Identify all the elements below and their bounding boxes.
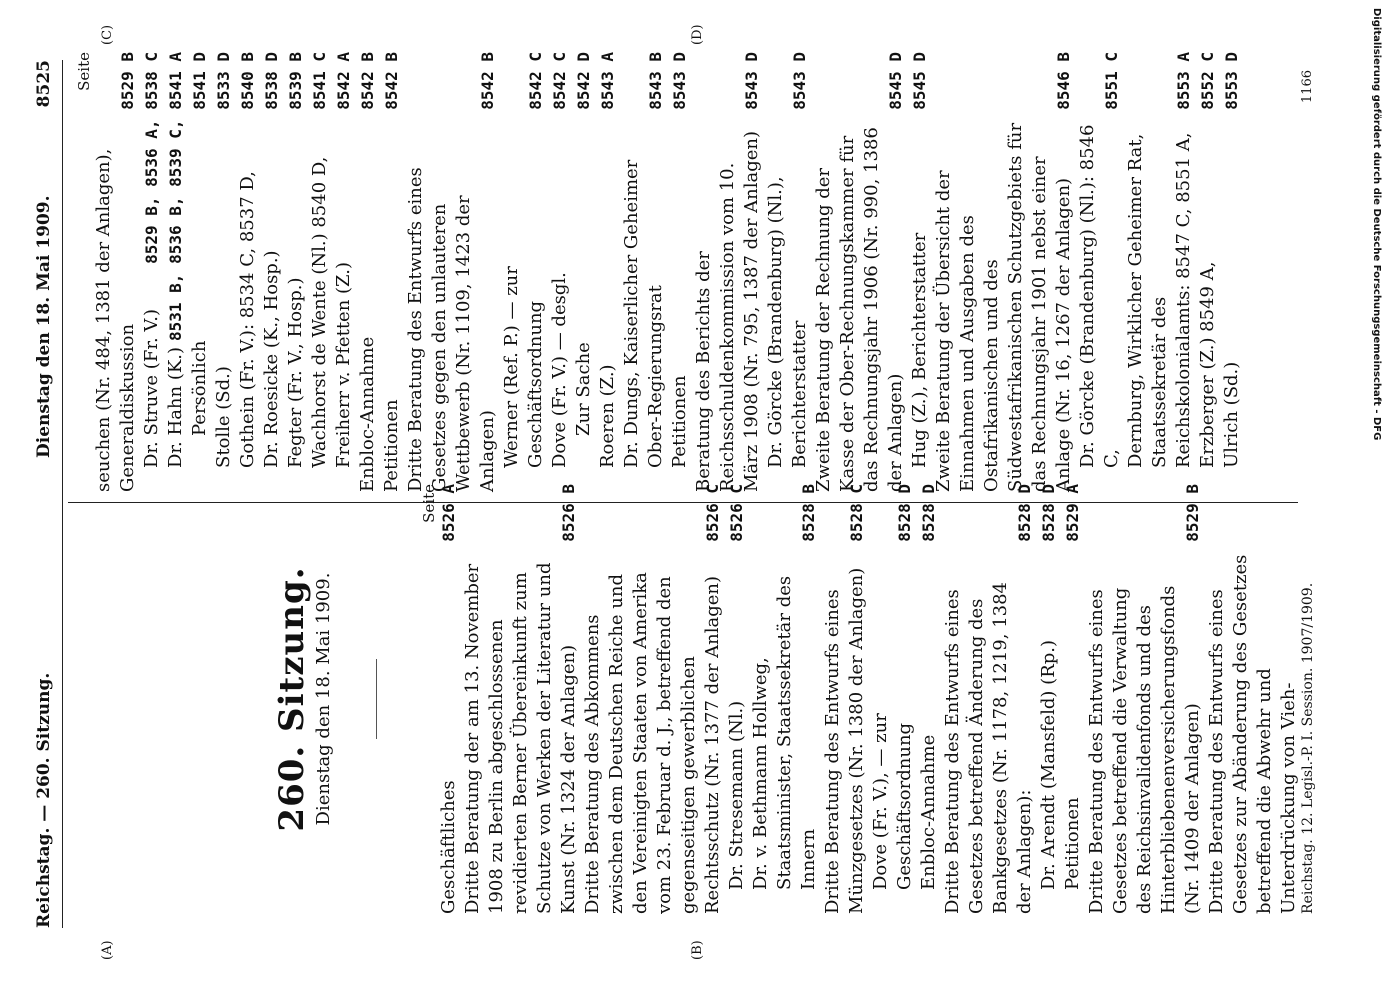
toc-entry [1196,52,1220,492]
toc-entry-text: Ulrich (Sd.) [1221,361,1242,468]
seite-row [72,52,92,492]
toc-entry-text: Stolle (Sd.) [213,366,234,468]
toc-entry-text: Petitionen [381,399,402,492]
toc-entry-page: 8543 D [670,52,689,110]
toc-entry [764,52,812,492]
toc-entry [725,484,749,914]
toc-entry-page: 8529 A [1063,484,1082,542]
toc-entry-page: 8542 C [526,52,545,110]
toc-entry-text: Dr. Görcke (Brandenburg) (Nl.): 8546 C, [1077,124,1122,468]
toc-entry-page: 8528 D [895,484,914,542]
toc-entry-text: Dr. Struve (Fr. V.) [141,309,162,468]
toc-entry-text: Dritte Beratung des Entwurfs eines Gesetzes betreffend die Verwaltung des Reichsinvalidenfonds und des Hinterbliebenenversicherungsfonds (Nr. 1409 der Anlagen) [1086,585,1203,914]
toc-entry [572,52,596,492]
toc-entry-text: Dr. Stresemann (Nl.) [726,700,747,890]
toc-entry-text: Dr. Hahn (K.) [165,346,186,468]
toc-entry-text: Zur Sache [573,342,594,436]
toc-entry-page: 8538 D [262,52,281,110]
toc-entry-page: 8546 B [1054,52,1073,110]
toc-entry [1220,52,1244,492]
toc-entry-page: 8533 D [214,52,233,110]
toc-entry-text: Dritte Beratung des Entwurfs eines Gesetzes zur Abänderung des Gesetzes betreffend die Abwehr und Unterdrückung von Vieh- [1206,554,1299,914]
toc-entry-text: Dr. Arendt (Mansfeld) (Rp.) [1038,639,1059,890]
toc-entry-text: Dritte Beratung des Entwurfs eines Münzgesetzes (Nr. 1380 der Anlagen) [822,567,867,914]
toc-entry [212,52,236,492]
toc-entry-text: Gothein (Fr. V.): 8534 C, 8537 D, [237,171,258,468]
toc-entry-text: Dritte Beratung des Abkommens zwischen dem Deutschen Reiche und den Vereinigten Staaten von Amerika vom 23. Februar d. J., betreffend den gegenseitigen gewerblichen Rechtsschutz (Nr. 1377 der Anlagen) [582,572,723,914]
toc-entry-page: 8526 C [703,484,722,542]
margin-marker-d: (D) [690,24,705,45]
toc-entry-page: 8543 D [790,52,809,110]
margin-marker-a: (A) [100,940,115,960]
toc-entry [581,484,725,914]
toc-entry-text: Dernburg, Wirklicher Geheimer Rat, Staatssekretär des Reichskolonialamts: 8547 C, 8551 A, [1125,132,1194,468]
toc-entry [908,52,932,492]
toc-entry [869,484,917,914]
toc-entry-text: Geschäftliches [438,780,459,914]
toc-entry-text: Erzberger (Z.) 8549 A, [1197,261,1218,468]
toc-entry-text: Fegter (Fr. V., Hosp.) [285,277,306,468]
toc-entry-text: Dr. Dungs, Kaiserlicher Geheimer Ober-Regierungsrat [621,159,666,468]
toc-entry [917,484,941,914]
toc-entry [437,484,461,914]
toc-entry [1076,52,1124,492]
toc-entry-text: Hug (Z.), Berichterstatter [909,232,930,468]
toc-entry-page: 8543 D [742,52,761,110]
toc-entry-page: 8542 B [382,52,401,110]
toc-entry-text: Beratung des Berichts der Reichsschuldenkommission vom 10. März 1908 (Nr. 795, 1387 der Anlagen) [693,130,762,492]
toc-entry-page: 8545 D [910,52,929,110]
toc-entry-page: 8551 C [1102,52,1121,110]
toc-entry [668,52,692,492]
toc-entry-text: Werner (Ref. P.) — zur Geschäftsordnung [501,266,546,468]
toc-entry [236,52,260,492]
toc-entry [404,52,500,492]
toc-entry-text: seuchen (Nr. 484, 1381 der Anlagen), Generaldiskussion [93,148,138,492]
toc-entry [1205,484,1301,914]
toc-entry-page: 8541 C [310,52,329,110]
toc-entry-text: Petitionen [1062,797,1083,890]
page-header [28,60,63,928]
session-title: 260. Sitzung. [272,566,312,832]
toc-entry-page: 8552 C [1198,52,1217,110]
header-center: Dienstag den 18. Mai 1909. [34,195,54,458]
toc-entry-page: 8526 C [727,484,746,542]
toc-entry [500,52,548,492]
toc-entry-text: Enbloc-Annahme [357,336,378,492]
toc-list-left [437,484,1301,914]
session-date: Dienstag den 18. Mai 1909. [313,572,334,826]
title-rule [376,659,377,739]
toc-entry-page: 8543 B [646,52,665,110]
left-column [90,484,1301,914]
toc-entry-page: 8528 C [847,484,866,542]
toc-entry-page: 8529 B [118,52,137,110]
toc-entry-page: 8542 C [550,52,569,110]
toc-entry-page: 8542 D [574,52,593,110]
page-mark: 1166 [1300,70,1315,104]
footer-session: Reichstag. 12. Legisl.-P. I. Session. 1907/1909. [1300,582,1316,914]
toc-entry [821,484,869,914]
toc-entry-text: Dove (Fr. V.), — zur Geschäftsordnung [870,713,915,890]
toc-entry-text: Persönlich [189,340,210,436]
dfg-note-text: Digitalisierung gefördert durch die Deutsche Forschungsgemeinschaft - DFG [1371,8,1382,441]
toc-entry-page: 8540 B [238,52,257,110]
toc-entry [1124,52,1196,492]
toc-entry-text: Zweite Beratung der Rechnung der Kasse der Ober-Rechnungskammer für das Rechnungsjahr 1906 (Nr. 990, 1386 der Anlagen) [813,127,906,492]
toc-entry [140,52,164,492]
toc-entry-text: Freiherr v. Pfetten (Z.) [333,262,354,468]
header-page-number: 8525 [34,60,54,108]
toc-entry-text: Roeren (Z.) [597,364,618,468]
toc-entry-page: 8529 B [1183,484,1202,542]
toc-entry [1085,484,1205,914]
toc-entry-page: 8542 A [334,52,353,110]
toc-entry [188,52,212,492]
toc-entry-page: 8531 B, 8536 B, 8539 C, 8541 A [166,52,185,341]
seite-row [417,484,437,914]
toc-entry-text: Dritte Beratung des Entwurfs eines Gesetzes gegen den unlauteren Wettbewerb (Nr. 1109, 1423 der Anlagen) [405,167,498,492]
toc-entry [620,52,668,492]
toc-list-right [92,52,1244,492]
margin-marker-c: (C) [100,24,115,45]
toc-entry-text: Dove (Fr. V.) — desgl. [549,272,570,468]
toc-entry-text: Enbloc-Annahme [918,734,939,890]
toc-entry-text: Dr. Roesicke (K., Hosp.) [261,250,282,468]
toc-entry-page: 8526 B [559,484,578,542]
toc-entry [284,52,308,492]
toc-entry-text: Wachhorst de Wente (Nl.) 8540 D, [309,156,330,468]
toc-entry-text: Petitionen [669,375,690,468]
toc-entry [164,52,188,492]
toc-entry [692,52,764,492]
toc-entry-page: 8528 D [1015,484,1034,542]
toc-entry [932,52,1076,492]
toc-entry-text: Dritte Beratung des Entwurfs eines Gesetzes betreffend Änderung des Bankgesetzes (Nr. 1178, 1219, 1384 der Anlagen): [942,581,1035,914]
toc-entry-page: 8541 D [190,52,209,110]
toc-entry-page: 8526 A [439,484,458,542]
toc-entry [92,52,140,492]
toc-entry [380,52,404,492]
margin-marker-b: (B) [690,940,705,960]
toc-entry-page: 8542 B [478,52,497,110]
toc-entry-page: 8553 D [1222,52,1241,110]
toc-entry-text: Dr. v. Bethmann Hollweg, Staatsminister, Staatssekretär des Innern [750,575,819,890]
toc-entry-text: Dritte Beratung der am 13. November 1908 zu Berlin abgeschlossenen revidierten Berner Übereinkunft zum Schutze von Werken der Literatur und Kunst (Nr. 1324 der Anlagen) [462,562,579,914]
toc-entry-page: 8528 D [919,484,938,542]
dfg-note [1370,8,1382,441]
toc-entry [941,484,1037,914]
toc-entry-page: 8553 A [1174,52,1193,110]
right-column [72,52,1244,492]
toc-entry [749,484,821,914]
toc-entry [596,52,620,492]
toc-entry [461,484,581,914]
toc-entry-page: 8528 D [1039,484,1058,542]
toc-entry [1037,484,1061,914]
seite-label: Seite [420,484,438,523]
toc-entry [812,52,908,492]
toc-entry [356,52,380,492]
toc-entry-page: 8542 B [358,52,377,110]
toc-entry [260,52,284,492]
toc-entry [308,52,332,492]
toc-entry [332,52,356,492]
toc-entry-page: 8528 B [799,484,818,542]
toc-entry-text: Zweite Beratung der Übersicht der Einnahmen und Ausgaben des Ostafrikanischen und des Südwestafrikanischen Schutzgebiets für das Rechnungsjahr 1901 nebst einer Anlage (Nr. 16, 1267 der Anlagen) [933,122,1074,492]
header-left: Reichstag. — 260. Sitzung. [34,672,54,928]
toc-entry-page: 8529 B, 8536 A, 8538 C [142,52,161,264]
toc-entry-page: 8543 A [598,52,617,110]
toc-entry-page: 8539 B [286,52,305,110]
toc-entry [548,52,572,492]
toc-entry-page: 8545 D [886,52,905,110]
seite-label: Seite [75,52,93,91]
toc-entry [1061,484,1085,914]
toc-entry-text: Dr. Görcke (Brandenburg) (Nl.), Berichterstatter [765,176,810,468]
